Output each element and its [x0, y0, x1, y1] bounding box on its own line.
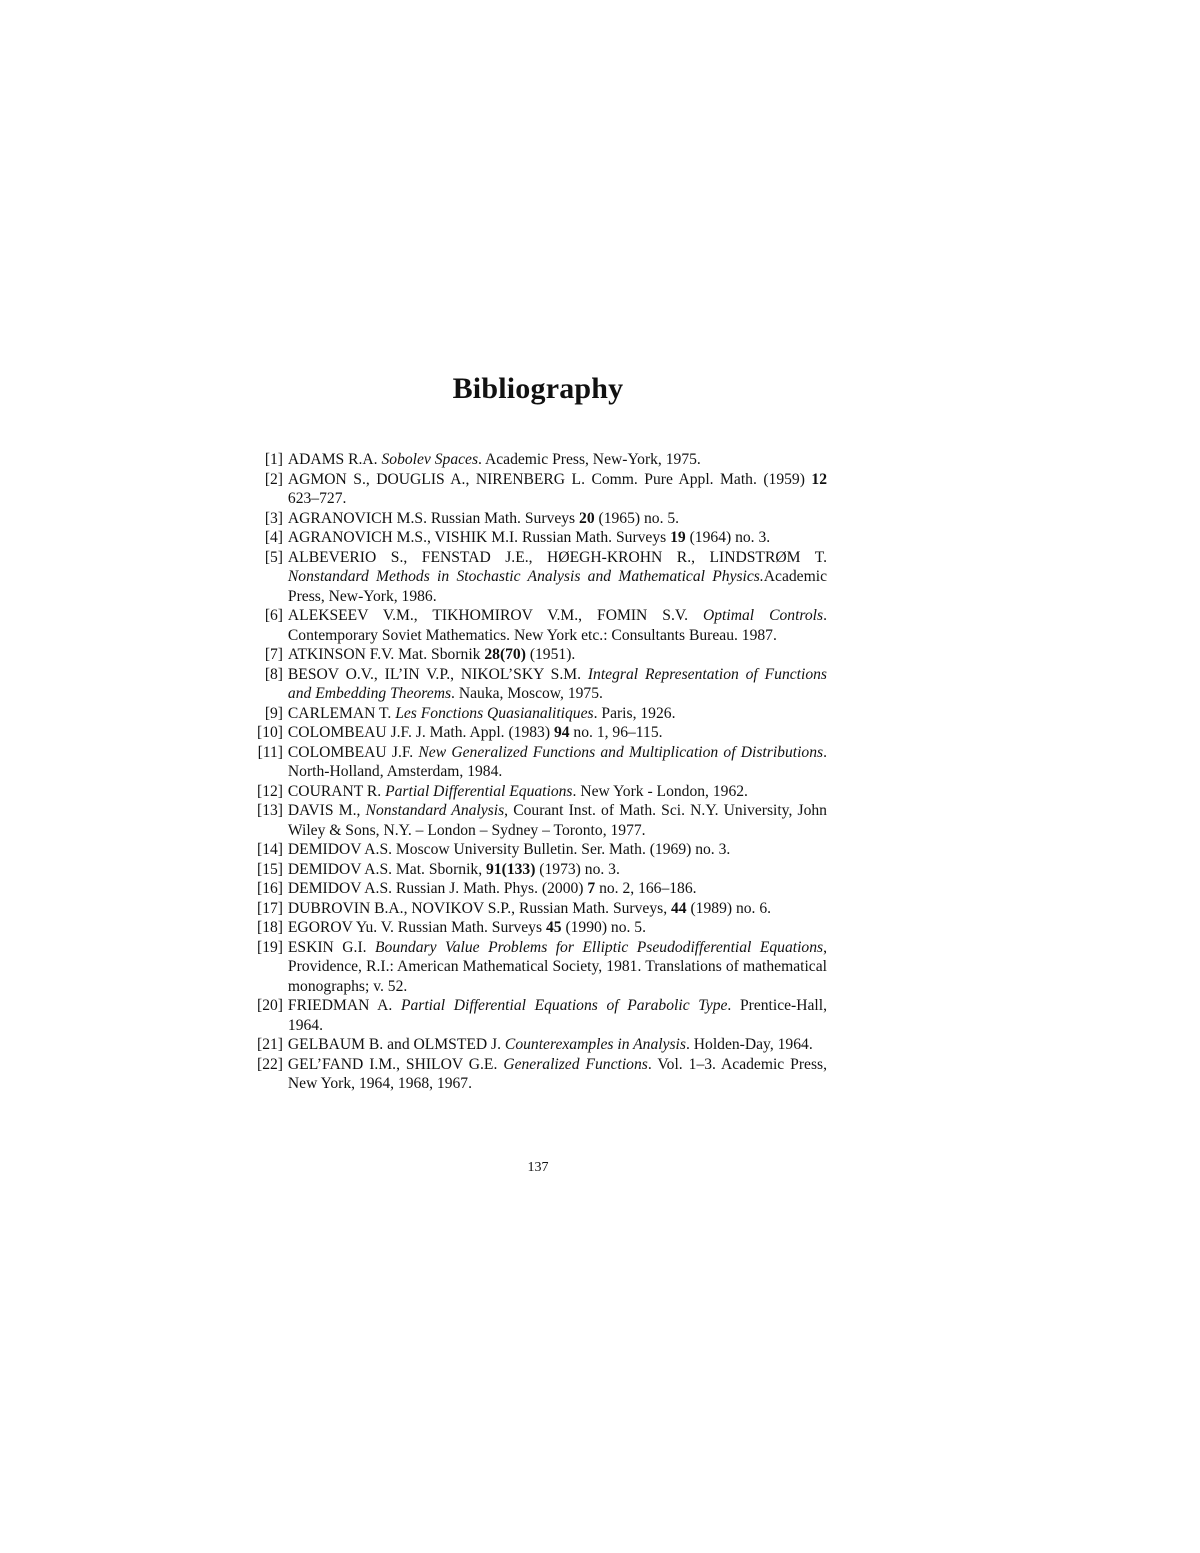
reference-segment: (1989) no. 6.	[686, 899, 772, 917]
reference-entry	[247, 704, 827, 724]
reference-title-italic: Partial Differential Equations of Parabolic Type	[400, 997, 728, 1014]
reference-text	[288, 782, 827, 802]
reference-entry	[247, 528, 827, 548]
reference-title-italic: Sobolev Spaces	[381, 451, 479, 468]
reference-segment: Academic Press, New-York, 1986.	[287, 568, 827, 605]
reference-title-italic: Nonstandard Analysis	[365, 802, 505, 819]
reference-volume-bold: 12	[811, 470, 827, 488]
reference-segment: DUBROVIN B.A., NOVIKOV S.P., Russian Math. Surveys,	[287, 899, 671, 917]
reference-number: [19]	[257, 938, 283, 956]
reference-number: [5]	[264, 548, 283, 566]
reference-title-italic: Nonstandard Methods in Stochastic Analysis and Mathematical Physics.	[287, 568, 764, 585]
reference-text	[288, 606, 827, 645]
reference-segment: ESKIN G.I.	[287, 938, 375, 956]
reference-text	[288, 704, 827, 724]
reference-list	[247, 450, 827, 1094]
reference-segment: ALEKSEEV V.M., TIKHOMIROV V.M., FOMIN S.V.	[287, 607, 703, 624]
reference-text	[288, 509, 827, 529]
reference-text	[288, 743, 827, 782]
reference-number: [22]	[257, 1055, 283, 1073]
reference-segment: AGMON S., DOUGLIS A., NIRENBERG L. Comm. Pure Appl. Math. (1959)	[287, 470, 812, 488]
reference-entry	[247, 1035, 827, 1055]
reference-volume-bold: 94	[553, 724, 570, 741]
reference-entry	[247, 645, 827, 665]
reference-segment: . Holden-Day, 1964.	[685, 1036, 813, 1053]
reference-segment: 623–727.	[287, 490, 347, 507]
reference-entry	[247, 723, 827, 743]
page-title: Bibliography	[452, 372, 624, 405]
reference-number: [15]	[257, 860, 283, 878]
reference-segment: . Prentice-Hall, 1964.	[287, 997, 827, 1034]
reference-entry	[247, 470, 827, 509]
reference-volume-bold: 45	[545, 919, 562, 936]
reference-segment: . Paris, 1926.	[593, 704, 676, 722]
reference-entry	[247, 879, 827, 899]
reference-segment: DEMIDOV A.S. Moscow University Bulletin. Ser. Math. (1969) no. 3.	[287, 841, 731, 858]
reference-segment: , Courant Inst. of Math. Sci. N.Y. University, John Wiley & Sons, N.Y. – London – Sydney – Toronto, 1977.	[287, 802, 827, 839]
reference-entry	[247, 450, 827, 470]
reference-title-italic: Boundary Value Problems for Elliptic Pseudodifferential Equations	[375, 938, 824, 956]
reference-entry	[247, 938, 827, 997]
reference-segment: (1965) no. 5.	[594, 509, 680, 527]
reference-segment: CARLEMAN T.	[287, 704, 396, 722]
reference-volume-bold: 28(70)	[484, 646, 526, 663]
reference-number: [3]	[264, 509, 283, 527]
reference-title-italic: Les Fonctions Quasianalitiques	[395, 704, 594, 722]
reference-segment: (1964) no. 3.	[685, 529, 771, 546]
reference-number: [11]	[257, 743, 283, 761]
reference-segment: . North-Holland, Amsterdam, 1984.	[287, 743, 827, 780]
reference-volume-bold: 19	[670, 529, 686, 546]
reference-text	[288, 723, 827, 743]
reference-number: [10]	[257, 724, 283, 741]
reference-number: [14]	[257, 841, 283, 858]
reference-segment: DEMIDOV A.S. Mat. Sbornik,	[287, 860, 487, 878]
reference-volume-bold: 91(133)	[486, 860, 536, 878]
reference-text	[288, 879, 827, 899]
reference-text	[288, 548, 827, 607]
reference-segment: EGOROV Yu. V. Russian Math. Surveys	[287, 919, 546, 936]
reference-entry	[247, 860, 827, 880]
reference-text	[288, 918, 827, 938]
reference-entry	[247, 665, 827, 704]
reference-text	[288, 528, 827, 548]
reference-segment: GELBAUM B. and OLMSTED J.	[287, 1036, 505, 1053]
reference-segment: . New York - London, 1962.	[572, 782, 748, 800]
reference-number: [13]	[257, 802, 283, 819]
reference-entry	[247, 548, 827, 607]
reference-segment: (1990) no. 5.	[561, 919, 647, 936]
reference-number: [8]	[264, 665, 283, 683]
reference-entry	[247, 743, 827, 782]
reference-title-italic: Generalized Functions	[503, 1055, 648, 1073]
page-number: 137	[527, 1160, 549, 1175]
reference-number: [16]	[257, 880, 283, 897]
reference-title-italic: Integral Representation of Functions and Embedding Theorems	[287, 665, 827, 702]
reference-entry	[247, 899, 827, 919]
reference-entry	[247, 840, 827, 860]
reference-segment: (1973) no. 3.	[535, 860, 620, 878]
reference-segment: DAVIS M.,	[287, 802, 366, 819]
reference-number: [7]	[264, 646, 283, 663]
reference-number: [18]	[257, 919, 283, 936]
reference-segment: AGRANOVICH M.S., VISHIK M.I. Russian Math. Surveys	[287, 529, 671, 546]
reference-text	[288, 1035, 827, 1055]
reference-number: [6]	[264, 607, 283, 624]
reference-segment: COURANT R.	[287, 782, 386, 800]
reference-text	[288, 840, 827, 860]
reference-number: [12]	[257, 782, 283, 800]
reference-segment: . Academic Press, New-York, 1975.	[478, 451, 701, 468]
reference-segment: DEMIDOV A.S. Russian J. Math. Phys. (2000)	[287, 880, 588, 897]
reference-number: [2]	[264, 470, 283, 488]
reference-entry	[247, 606, 827, 645]
reference-text	[288, 996, 827, 1035]
reference-number: [9]	[264, 704, 283, 722]
reference-segment: FRIEDMAN A.	[287, 997, 401, 1014]
reference-segment: . Vol. 1–3. Academic Press, New York, 1964, 1968, 1967.	[287, 1055, 828, 1092]
reference-number: [21]	[257, 1036, 283, 1053]
reference-number: [1]	[264, 451, 283, 468]
reference-text	[288, 470, 827, 509]
reference-segment: COLOMBEAU J.F. J. Math. Appl. (1983)	[287, 724, 554, 741]
reference-segment: . Contemporary Soviet Mathematics. New York etc.: Consultants Bureau. 1987.	[287, 607, 827, 644]
reference-text	[288, 665, 827, 704]
reference-number: [4]	[264, 529, 283, 546]
reference-text	[288, 1055, 827, 1094]
reference-volume-bold: 44	[671, 899, 687, 917]
reference-segment: (1951).	[525, 646, 576, 663]
reference-title-italic: Partial Differential Equations	[385, 782, 573, 800]
reference-entry	[247, 801, 827, 840]
reference-entry	[247, 918, 827, 938]
reference-title-italic: Counterexamples in Analysis	[504, 1036, 686, 1053]
reference-segment: . Nauka, Moscow, 1975.	[451, 685, 603, 702]
reference-text	[288, 450, 827, 470]
reference-entry	[247, 996, 827, 1035]
reference-segment: COLOMBEAU J.F.	[287, 743, 419, 761]
reference-segment: no. 1, 96–115.	[569, 724, 663, 741]
reference-title-italic: Optimal Controls	[702, 607, 824, 624]
reference-segment: GEL’FAND I.M., SHILOV G.E.	[287, 1055, 504, 1073]
reference-text	[288, 938, 827, 997]
reference-segment: ADAMS R.A.	[287, 451, 382, 468]
reference-text	[288, 645, 827, 665]
reference-number: [20]	[257, 997, 283, 1014]
reference-segment: , Providence, R.I.: American Mathematical Society, 1981. Translations of mathematical monographs; v. 52.	[287, 938, 827, 995]
reference-volume-bold: 20	[579, 509, 595, 527]
reference-entry	[247, 509, 827, 529]
reference-segment: ALBEVERIO S., FENSTAD J.E., HØEGH-KROHN R., LINDSTRØM T.	[287, 548, 827, 566]
reference-text	[288, 899, 827, 919]
reference-title-italic: New Generalized Functions and Multiplication of Distributions	[418, 743, 824, 761]
reference-segment: ATKINSON F.V. Mat. Sbornik	[287, 646, 485, 663]
reference-entry	[247, 782, 827, 802]
reference-segment: AGRANOVICH M.S. Russian Math. Surveys	[287, 509, 580, 527]
reference-entry	[247, 1055, 827, 1094]
reference-text	[288, 801, 827, 840]
reference-text	[288, 860, 827, 880]
reference-segment: no. 2, 166–186.	[595, 880, 697, 897]
reference-segment: BESOV O.V., IL’IN V.P., NIKOL’SKY S.M.	[287, 665, 588, 683]
reference-number: [17]	[257, 899, 283, 917]
reference-volume-bold: 7	[587, 880, 596, 897]
